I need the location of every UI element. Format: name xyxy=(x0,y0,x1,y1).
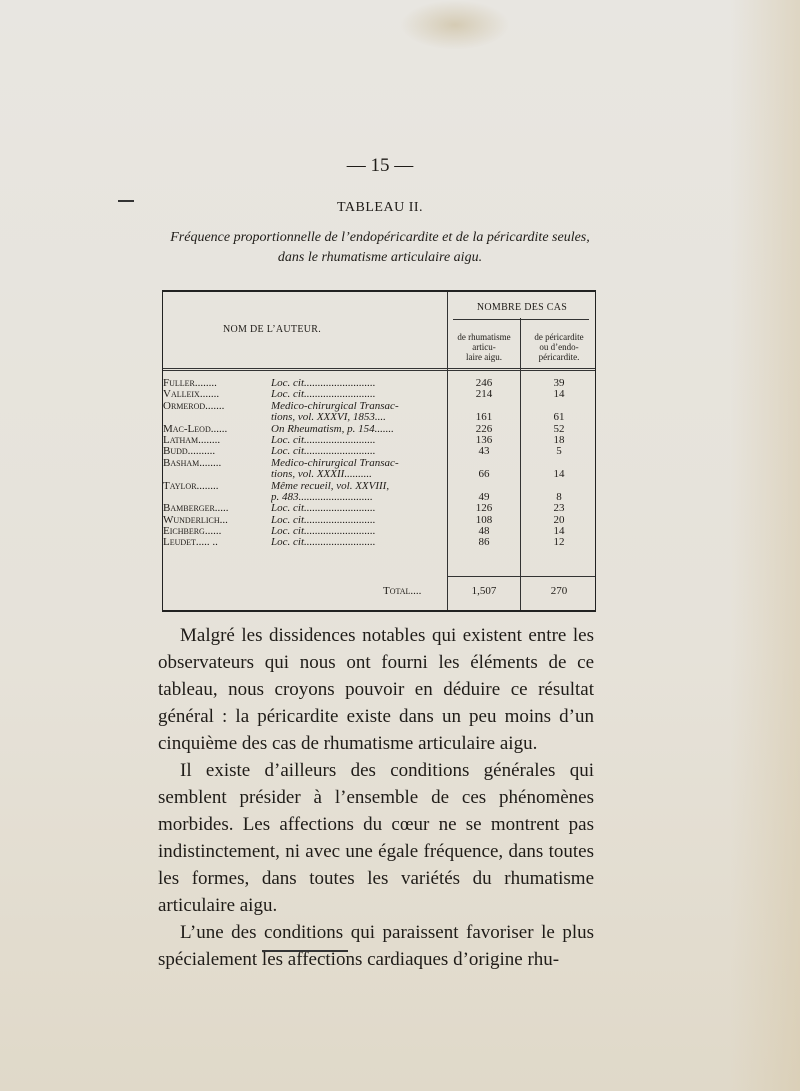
author-cell: Bamberger..... xyxy=(163,503,229,515)
total-label: Total.... xyxy=(383,585,422,597)
table-row xyxy=(163,424,595,435)
rheumatism-cell: 226 xyxy=(475,422,493,435)
reference-cell: Même recueil, vol. XXVIII, xyxy=(271,480,390,492)
total-rule xyxy=(447,576,595,577)
paragraph: Il existe d’ailleurs des conditions générales qui semblent présider à l’ensemble de ces phénomènes morbides. Les affections du cœur ne se montrent pas indistinctement, ni avec une égale fréquence, dans toutes les formes, dans toutes les variétés du rhumatisme articulaire aigu. xyxy=(158,760,594,916)
reference-cell: On Rheumatism, p. 154....... xyxy=(271,423,394,435)
author-cell: Wunderlich... xyxy=(163,514,228,526)
pericarditis-cell: 14 xyxy=(553,525,565,538)
pericarditis-cell: 14 xyxy=(553,388,565,401)
table-row xyxy=(163,469,595,480)
table-body xyxy=(163,378,595,549)
table-row xyxy=(163,503,595,514)
author-cell: Budd.......... xyxy=(163,446,216,458)
header-rule xyxy=(163,368,595,369)
header-rheumatism: de rhumatisme articu- laire aigu. xyxy=(457,332,511,362)
reference-cell: tions, vol. XXXVI, 1853.... xyxy=(271,412,386,424)
pericarditis-cell: 8 xyxy=(556,490,562,503)
rheumatism-cell: 246 xyxy=(475,377,493,389)
total-pericarditis: 270 xyxy=(550,585,568,597)
author-cell: Taylor........ xyxy=(163,480,219,492)
rheumatism-cell: 66 xyxy=(478,468,490,481)
author-cell: Mac-Leod...... xyxy=(163,423,228,435)
header-author: NOM DE L’AUTEUR. xyxy=(223,324,322,335)
header-pericarditis: de péricardite ou d’endo- péricardite. xyxy=(534,332,584,362)
pericarditis-cell: 61 xyxy=(553,411,565,424)
pericarditis-cell: 5 xyxy=(556,445,562,458)
pericarditis-cell: 14 xyxy=(553,468,565,481)
paper-stain xyxy=(400,0,510,50)
table-row xyxy=(163,481,595,492)
author-cell: Basham........ xyxy=(163,457,222,469)
table-row xyxy=(163,492,595,503)
table-row xyxy=(163,412,595,423)
header-rule xyxy=(163,370,595,371)
paragraph: L’une des conditions qui paraissent favoriser le plus spécialement les affections cardiaques d’origine rhu- xyxy=(158,922,594,970)
body-text xyxy=(158,622,594,973)
reference-cell: Medico-chirurgical Transac- xyxy=(271,457,399,469)
reference-cell: Loc. cit.......................... xyxy=(271,514,376,526)
rheumatism-cell: 161 xyxy=(475,411,493,424)
header-group: NOMBRE DES CAS xyxy=(476,302,568,313)
table-row xyxy=(163,458,595,469)
rheumatism-cell: 136 xyxy=(475,433,493,446)
pericarditis-cell: 12 xyxy=(553,536,565,549)
total-rheumatism: 1,507 xyxy=(471,585,497,597)
reference-cell: Loc. cit.......................... xyxy=(271,378,376,389)
rheumatism-cell: 49 xyxy=(478,490,490,503)
reference-cell: Loc. cit.......................... xyxy=(271,537,376,549)
table-row xyxy=(163,401,595,412)
rheumatism-cell: 108 xyxy=(475,513,493,526)
author-cell: Ormerod....... xyxy=(163,400,225,412)
reference-cell: p. 483........................... xyxy=(271,491,373,503)
pericarditis-cell: 39 xyxy=(553,377,565,389)
paragraph: Malgré les dissidences notables qui existent entre les observateurs qui nous ont fourni les éléments de ce tableau, nous croyons pouvoir en déduire ce résultat général : la péricardite existe dans un peu moins d’un cinquième des cas de rhumatisme articulaire aigu. xyxy=(158,625,594,754)
table-row xyxy=(163,435,595,446)
reference-cell: Loc. cit.......................... xyxy=(271,434,376,446)
rheumatism-cell: 86 xyxy=(478,536,490,549)
footer-rule xyxy=(262,950,348,952)
rheumatism-cell: 48 xyxy=(478,525,490,538)
group-brace xyxy=(453,319,589,320)
author-cell: Leudet..... .. xyxy=(163,537,218,549)
author-cell: Eichberg...... xyxy=(163,526,222,538)
reference-cell: Medico-chirurgical Transac- xyxy=(271,400,399,412)
rheumatism-cell: 43 xyxy=(478,445,490,458)
table-row xyxy=(163,446,595,457)
table-row xyxy=(163,389,595,400)
table-row xyxy=(163,515,595,526)
pericarditis-cell: 20 xyxy=(553,513,565,526)
reference-cell: Loc. cit.......................... xyxy=(271,503,376,515)
reference-cell: Loc. cit.......................... xyxy=(271,526,376,538)
table-row xyxy=(163,378,595,389)
author-cell: Latham........ xyxy=(163,434,221,446)
reference-cell: Loc. cit.......................... xyxy=(271,389,376,401)
pericarditis-cell: 18 xyxy=(553,433,565,446)
author-cell: Fuller........ xyxy=(163,378,217,389)
table-row xyxy=(163,537,595,548)
pericarditis-cell: 52 xyxy=(553,422,565,435)
reference-cell: tions, vol. XXXII.......... xyxy=(271,469,372,481)
author-cell: Valleix....... xyxy=(163,389,220,401)
data-table xyxy=(162,290,596,612)
table-caption: Fréquence proportionnelle de l’endopéricardite et de la péricardite seules, dans le rhumatisme articulaire aigu. xyxy=(170,230,590,265)
pericarditis-cell: 23 xyxy=(553,502,565,515)
reference-cell: Loc. cit.......................... xyxy=(271,446,376,458)
page-number: — 15 — xyxy=(346,155,414,176)
table-title: TABLEAU II. xyxy=(336,200,424,215)
rheumatism-cell: 214 xyxy=(475,388,493,401)
rheumatism-cell: 126 xyxy=(475,502,493,515)
table-row xyxy=(163,526,595,537)
